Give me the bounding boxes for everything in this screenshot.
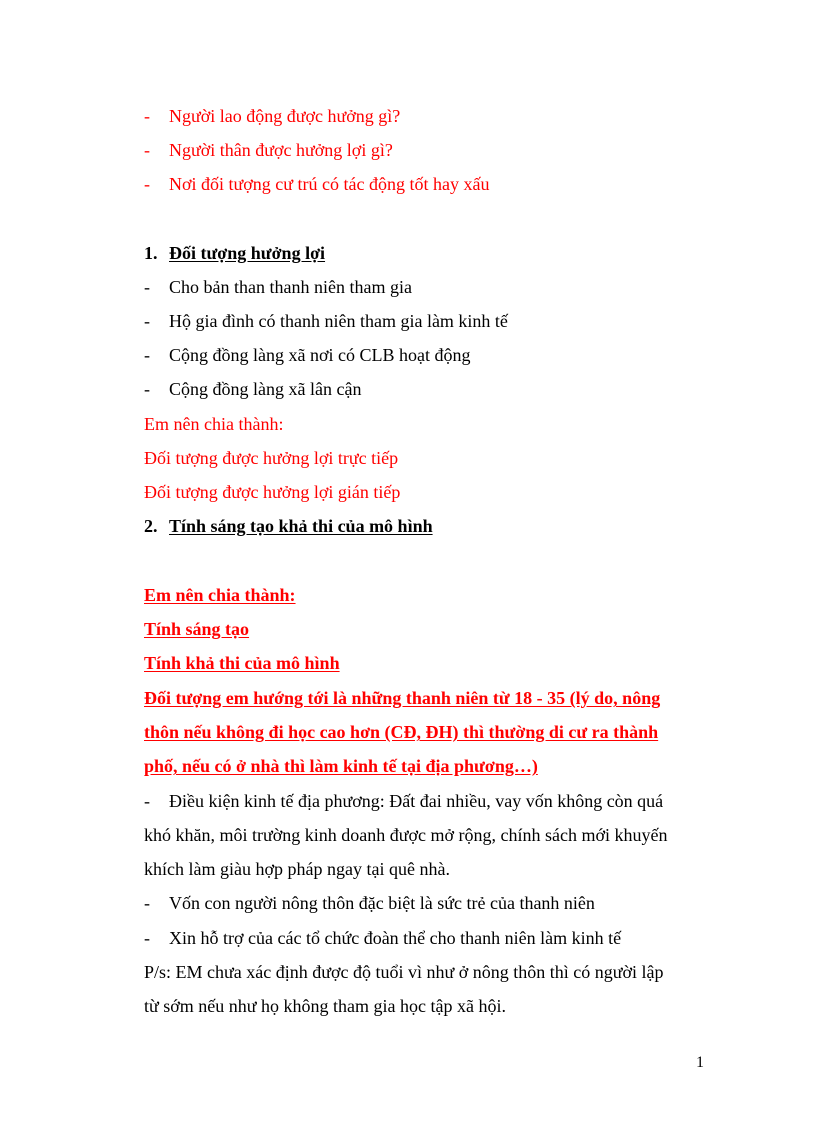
list-item: - Điều kiện kinh tế địa phương: Đất đai nhiều, vay vốn không còn quá [144, 791, 664, 811]
comment-line: Tính sáng tạo [144, 619, 250, 639]
comment-line: Tính khả thi của mô hình [144, 653, 340, 673]
section-title: Đối tượng hưởng lợi [169, 243, 326, 263]
paragraph-line: khích làm giàu hợp pháp ngay tại quê nhà. [144, 859, 450, 879]
bullet-dash: - [144, 106, 150, 126]
list-item: - Vốn con người nông thôn đặc biệt là sức trẻ của thanh niên [144, 893, 595, 913]
list-item: - Hộ gia đình có thanh niên tham gia làm kinh tế [144, 311, 508, 331]
list-item: - Xin hỗ trợ của các tổ chức đoàn thể cho thanh niên làm kinh tế [144, 928, 622, 948]
section-title: Tính sáng tạo khả thi của mô hình [169, 516, 433, 536]
comment-line: Đối tượng em hướng tới là những thanh niên từ 18 - 35 (lý do, nông [144, 688, 661, 708]
paragraph-line: khó khăn, môi trường kinh doanh được mở rộng, chính sách mới khuyến [144, 825, 668, 845]
page-number: 1 [696, 1054, 704, 1071]
list-item: - Cho bản than thanh niên tham gia [144, 277, 412, 297]
comment-line: phố, nếu có ở nhà thì làm kinh tế tại địa phương…) [144, 756, 538, 776]
comment-line: Đối tượng được hưởng lợi gián tiếp [144, 482, 401, 502]
section-heading: 1. Đối tượng hưởng lợi [144, 243, 326, 263]
note-line: P/s: EM chưa xác định được độ tuổi vì như ở nông thôn thì có người lập [144, 962, 664, 982]
comment-line: Em nên chia thành: [144, 414, 284, 434]
list-item: - Người thân được hưởng lợi gì? [144, 140, 393, 160]
comment-line: Đối tượng được hưởng lợi trực tiếp [144, 448, 399, 468]
list-item: - Cộng đồng làng xã lân cận [144, 379, 362, 399]
list-item: - Nơi đối tượng cư trú có tác động tốt hay xấu [144, 174, 490, 194]
comment-line: thôn nếu không đi học cao hơn (CĐ, ĐH) thì thường di cư ra thành [144, 722, 659, 742]
comment-line: Em nên chia thành: [144, 585, 296, 605]
note-line: từ sớm nếu như họ không tham gia học tập xã hội. [144, 996, 506, 1016]
list-item: - Cộng đồng làng xã nơi có CLB hoạt động [144, 345, 471, 365]
bullet-dash: - [144, 174, 150, 194]
section-heading: 2. Tính sáng tạo khả thi của mô hình [144, 516, 433, 536]
list-item: - Người lao động được hưởng gì? [144, 106, 401, 126]
bullet-dash: - [144, 140, 150, 160]
